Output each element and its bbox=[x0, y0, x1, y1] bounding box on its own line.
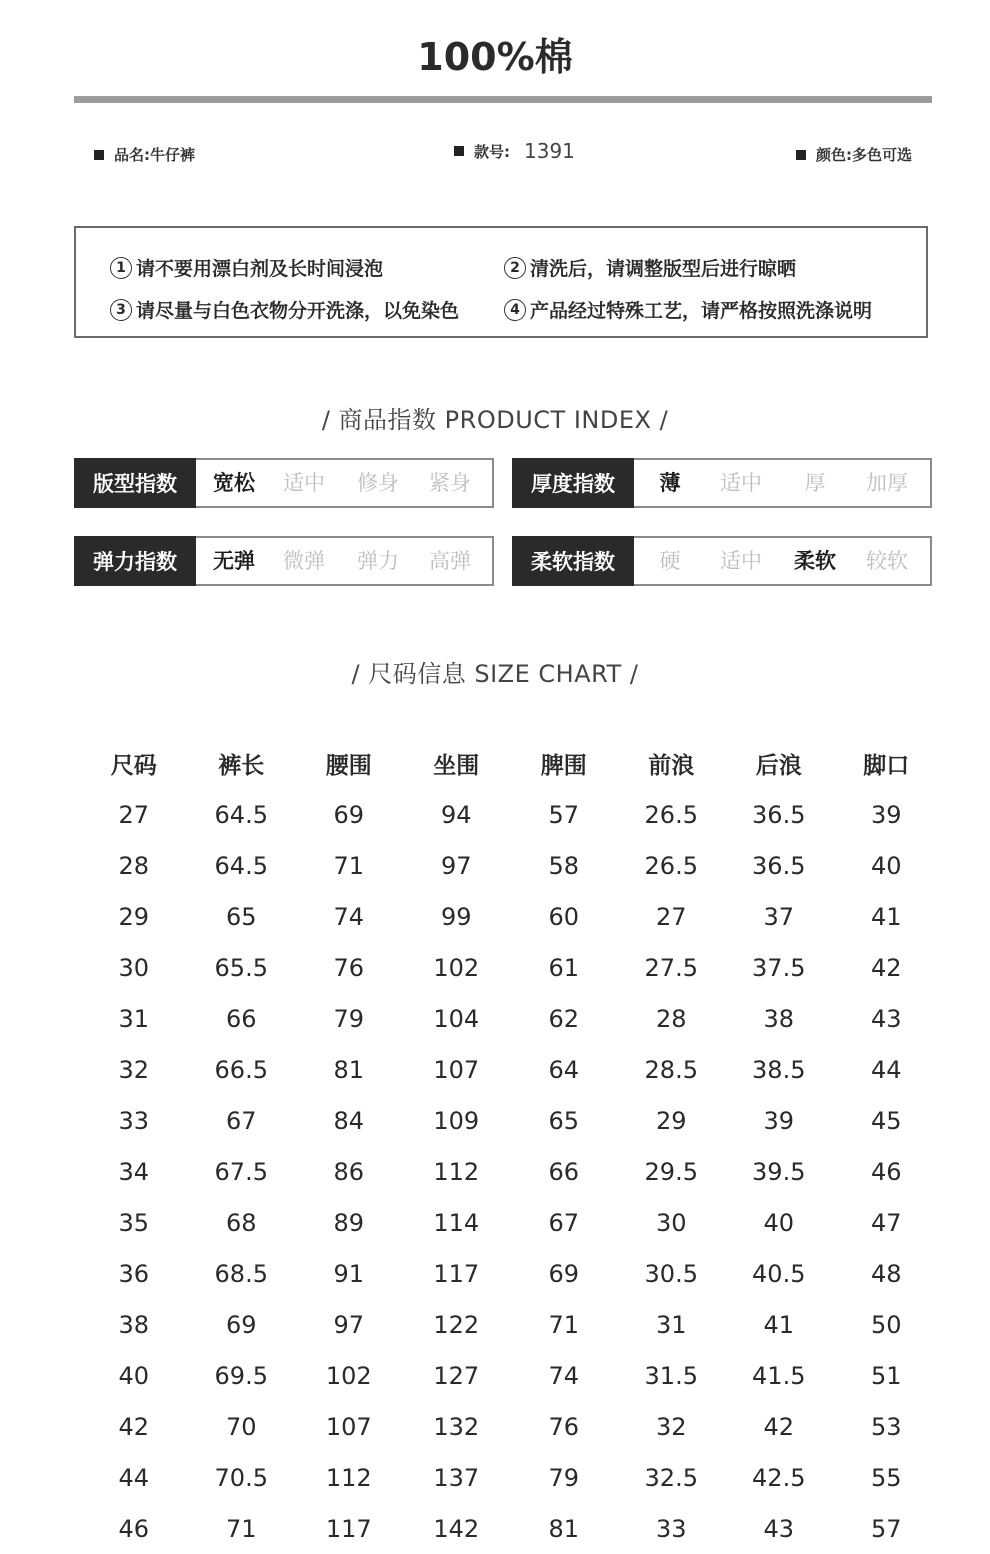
index-options bbox=[634, 538, 930, 584]
column-header: 脾围 bbox=[540, 753, 587, 779]
table-cell: 112 bbox=[325, 1463, 372, 1492]
table-cell: 36 bbox=[118, 1259, 150, 1288]
column-header: 腰围 bbox=[325, 753, 372, 779]
table-cell: 40 bbox=[870, 851, 902, 880]
style-number bbox=[454, 139, 575, 163]
table-cell: 38 bbox=[763, 1004, 795, 1033]
table-cell: 50 bbox=[870, 1310, 902, 1339]
table-cell: 27 bbox=[118, 800, 150, 829]
table-cell: 109 bbox=[433, 1106, 480, 1135]
circled-number-icon: 4 bbox=[504, 299, 526, 321]
product-color-label: 颜色:多色可选 bbox=[816, 146, 912, 164]
table-cell: 36.5 bbox=[752, 851, 806, 880]
index-option: 适中 bbox=[720, 471, 762, 495]
table-cell: 69.5 bbox=[214, 1361, 268, 1390]
care-text: 产品经过特殊工艺，请严格按照洗涤说明 bbox=[530, 300, 873, 322]
table-cell: 64.5 bbox=[214, 800, 268, 829]
table-cell: 31 bbox=[118, 1004, 150, 1033]
table-row bbox=[80, 1452, 940, 1503]
table-cell: 69 bbox=[333, 800, 365, 829]
table-cell: 68 bbox=[225, 1208, 257, 1237]
table-cell: 28.5 bbox=[644, 1055, 698, 1084]
table-cell: 74 bbox=[548, 1361, 580, 1390]
table-cell: 29 bbox=[655, 1106, 687, 1135]
table-row bbox=[80, 891, 940, 942]
table-cell: 67.5 bbox=[214, 1157, 268, 1186]
table-cell: 97 bbox=[333, 1310, 365, 1339]
table-cell: 86 bbox=[333, 1157, 365, 1186]
table-cell: 29 bbox=[118, 902, 150, 931]
table-cell: 107 bbox=[325, 1412, 372, 1441]
index-option: 紧身 bbox=[429, 471, 471, 495]
table-cell: 42 bbox=[763, 1412, 795, 1441]
index-option: 弹力 bbox=[357, 549, 399, 573]
table-cell: 67 bbox=[225, 1106, 257, 1135]
table-cell: 117 bbox=[433, 1259, 480, 1288]
table-cell: 45 bbox=[870, 1106, 902, 1135]
table-cell: 71 bbox=[548, 1310, 580, 1339]
care-item-4 bbox=[504, 296, 872, 323]
index-option: 高弹 bbox=[429, 549, 471, 573]
product-info-row bbox=[92, 140, 926, 170]
care-item-2 bbox=[504, 254, 796, 281]
table-cell: 42.5 bbox=[752, 1463, 806, 1492]
table-cell: 48 bbox=[870, 1259, 902, 1288]
style-number-value: 1391 bbox=[524, 139, 575, 163]
circled-number-icon: 1 bbox=[110, 257, 132, 279]
table-cell: 38 bbox=[118, 1310, 150, 1339]
index-option: 厚 bbox=[804, 471, 826, 495]
page-title: 100%棉 bbox=[417, 35, 573, 79]
table-row bbox=[80, 993, 940, 1044]
table-cell: 132 bbox=[433, 1412, 480, 1441]
index-option: 修身 bbox=[357, 471, 399, 495]
table-cell: 65 bbox=[548, 1106, 580, 1135]
bullet-square-icon bbox=[796, 150, 806, 160]
table-row bbox=[80, 1401, 940, 1452]
table-cell: 60 bbox=[548, 902, 580, 931]
table-row bbox=[80, 1299, 940, 1350]
table-cell: 66.5 bbox=[214, 1055, 268, 1084]
index-option: 适中 bbox=[283, 471, 325, 495]
table-cell: 137 bbox=[433, 1463, 480, 1492]
table-row bbox=[80, 789, 940, 840]
product-index-title: / 商品指数 PRODUCT INDEX / bbox=[321, 406, 669, 434]
table-cell: 37 bbox=[763, 902, 795, 931]
bullet-square-icon bbox=[454, 146, 464, 156]
table-cell: 70 bbox=[225, 1412, 257, 1441]
table-row bbox=[80, 840, 940, 891]
style-number-label: 款号: bbox=[474, 142, 510, 161]
table-cell: 29.5 bbox=[644, 1157, 698, 1186]
table-cell: 42 bbox=[870, 953, 902, 982]
table-cell: 65.5 bbox=[214, 953, 268, 982]
index-option: 薄 bbox=[659, 471, 681, 495]
table-cell: 127 bbox=[433, 1361, 480, 1390]
product-name-label: 品名:牛仔裤 bbox=[114, 146, 195, 164]
table-cell: 39 bbox=[870, 800, 902, 829]
table-cell: 117 bbox=[325, 1514, 372, 1543]
table-cell: 99 bbox=[440, 902, 472, 931]
table-cell: 27 bbox=[655, 902, 687, 931]
index-label: 厚度指数 bbox=[512, 458, 634, 508]
table-cell: 40.5 bbox=[752, 1259, 806, 1288]
table-row bbox=[80, 1146, 940, 1197]
table-cell: 122 bbox=[433, 1310, 480, 1339]
index-option: 适中 bbox=[720, 549, 762, 573]
table-cell: 44 bbox=[870, 1055, 902, 1084]
table-cell: 69 bbox=[548, 1259, 580, 1288]
table-cell: 65 bbox=[225, 902, 257, 931]
circled-number-icon: 2 bbox=[504, 257, 526, 279]
table-cell: 40 bbox=[118, 1361, 150, 1390]
table-cell: 74 bbox=[333, 902, 365, 931]
table-cell: 81 bbox=[548, 1514, 580, 1543]
table-cell: 89 bbox=[333, 1208, 365, 1237]
table-cell: 26.5 bbox=[644, 800, 698, 829]
table-cell: 67 bbox=[548, 1208, 580, 1237]
table-cell: 104 bbox=[433, 1004, 480, 1033]
index-softness bbox=[512, 536, 932, 586]
table-cell: 97 bbox=[440, 851, 472, 880]
table-cell: 79 bbox=[548, 1463, 580, 1492]
column-header: 裤长 bbox=[218, 753, 265, 779]
index-options bbox=[196, 460, 492, 506]
table-cell: 46 bbox=[118, 1514, 150, 1543]
bullet-square-icon bbox=[94, 150, 104, 160]
table-cell: 30 bbox=[118, 953, 150, 982]
column-header: 坐围 bbox=[433, 753, 480, 779]
size-chart-header-row bbox=[80, 738, 940, 789]
table-row bbox=[80, 1197, 940, 1248]
size-chart-body bbox=[80, 789, 940, 1554]
table-row bbox=[80, 1350, 940, 1401]
table-cell: 112 bbox=[433, 1157, 480, 1186]
index-option: 无弹 bbox=[213, 549, 255, 573]
table-cell: 39.5 bbox=[752, 1157, 806, 1186]
column-header: 尺码 bbox=[110, 753, 157, 779]
table-cell: 41 bbox=[870, 902, 902, 931]
circled-number-icon: 3 bbox=[110, 299, 132, 321]
table-cell: 41 bbox=[763, 1310, 795, 1339]
column-header: 后浪 bbox=[755, 753, 802, 779]
table-cell: 114 bbox=[433, 1208, 480, 1237]
table-cell: 102 bbox=[325, 1361, 372, 1390]
table-cell: 64 bbox=[548, 1055, 580, 1084]
size-chart-table bbox=[80, 738, 940, 1554]
table-row bbox=[80, 942, 940, 993]
table-cell: 31.5 bbox=[644, 1361, 698, 1390]
table-cell: 30.5 bbox=[644, 1259, 698, 1288]
index-option: 微弹 bbox=[283, 549, 325, 573]
index-label: 版型指数 bbox=[74, 458, 196, 508]
table-cell: 26.5 bbox=[644, 851, 698, 880]
table-cell: 39 bbox=[763, 1106, 795, 1135]
table-cell: 91 bbox=[333, 1259, 365, 1288]
table-cell: 35 bbox=[118, 1208, 150, 1237]
table-cell: 33 bbox=[655, 1514, 687, 1543]
table-cell: 46 bbox=[870, 1157, 902, 1186]
care-instructions-box bbox=[74, 226, 928, 338]
table-cell: 68.5 bbox=[214, 1259, 268, 1288]
table-cell: 57 bbox=[548, 800, 580, 829]
table-cell: 43 bbox=[763, 1514, 795, 1543]
care-text: 请尽量与白色衣物分开洗涤，以免染色 bbox=[136, 300, 460, 322]
index-elasticity bbox=[74, 536, 494, 586]
table-cell: 107 bbox=[433, 1055, 480, 1084]
table-cell: 58 bbox=[548, 851, 580, 880]
table-row bbox=[80, 1095, 940, 1146]
table-cell: 44 bbox=[118, 1463, 150, 1492]
table-cell: 53 bbox=[870, 1412, 902, 1441]
table-cell: 64.5 bbox=[214, 851, 268, 880]
index-options bbox=[196, 538, 492, 584]
index-label: 柔软指数 bbox=[512, 536, 634, 586]
table-cell: 31 bbox=[655, 1310, 687, 1339]
index-option: 柔软 bbox=[794, 549, 836, 573]
table-cell: 36.5 bbox=[752, 800, 806, 829]
table-cell: 66 bbox=[548, 1157, 580, 1186]
table-cell: 79 bbox=[333, 1004, 365, 1033]
table-cell: 94 bbox=[440, 800, 472, 829]
table-cell: 76 bbox=[548, 1412, 580, 1441]
table-cell: 55 bbox=[870, 1463, 902, 1492]
care-item-3 bbox=[110, 296, 459, 323]
table-row bbox=[80, 1044, 940, 1095]
table-cell: 102 bbox=[433, 953, 480, 982]
table-cell: 28 bbox=[118, 851, 150, 880]
table-cell: 32 bbox=[655, 1412, 687, 1441]
table-cell: 69 bbox=[225, 1310, 257, 1339]
product-color bbox=[796, 144, 912, 165]
care-text: 请不要用漂白剂及长时间浸泡 bbox=[136, 258, 384, 280]
table-cell: 57 bbox=[870, 1514, 902, 1543]
table-cell: 37.5 bbox=[752, 953, 806, 982]
index-fit bbox=[74, 458, 494, 508]
index-option: 硬 bbox=[659, 549, 681, 573]
table-cell: 84 bbox=[333, 1106, 365, 1135]
table-cell: 76 bbox=[333, 953, 365, 982]
table-cell: 27.5 bbox=[644, 953, 698, 982]
index-option: 加厚 bbox=[866, 471, 908, 495]
table-cell: 62 bbox=[548, 1004, 580, 1033]
table-row bbox=[80, 1503, 940, 1554]
table-cell: 47 bbox=[870, 1208, 902, 1237]
table-cell: 70.5 bbox=[214, 1463, 268, 1492]
table-row bbox=[80, 1248, 940, 1299]
table-cell: 43 bbox=[870, 1004, 902, 1033]
table-cell: 28 bbox=[655, 1004, 687, 1033]
table-cell: 33 bbox=[118, 1106, 150, 1135]
index-thickness bbox=[512, 458, 932, 508]
table-cell: 32.5 bbox=[644, 1463, 698, 1492]
table-cell: 40 bbox=[763, 1208, 795, 1237]
table-cell: 71 bbox=[225, 1514, 257, 1543]
table-cell: 38.5 bbox=[752, 1055, 806, 1084]
product-name bbox=[94, 144, 195, 165]
index-option: 宽松 bbox=[213, 471, 255, 495]
column-header: 前浪 bbox=[648, 753, 695, 779]
table-cell: 41.5 bbox=[752, 1361, 806, 1390]
size-chart-title: / 尺码信息 SIZE CHART / bbox=[351, 660, 639, 688]
table-cell: 34 bbox=[118, 1157, 150, 1186]
title-divider bbox=[74, 96, 932, 103]
table-cell: 51 bbox=[870, 1361, 902, 1390]
index-label: 弹力指数 bbox=[74, 536, 196, 586]
care-item-1 bbox=[110, 254, 383, 281]
table-cell: 142 bbox=[433, 1514, 480, 1543]
table-cell: 30 bbox=[655, 1208, 687, 1237]
table-cell: 81 bbox=[333, 1055, 365, 1084]
table-cell: 32 bbox=[118, 1055, 150, 1084]
table-cell: 42 bbox=[118, 1412, 150, 1441]
table-cell: 61 bbox=[548, 953, 580, 982]
care-text: 清洗后，请调整版型后进行晾晒 bbox=[530, 258, 797, 280]
table-cell: 71 bbox=[333, 851, 365, 880]
table-cell: 66 bbox=[225, 1004, 257, 1033]
index-options bbox=[634, 460, 930, 506]
column-header: 脚口 bbox=[863, 753, 910, 779]
index-option: 较软 bbox=[866, 549, 908, 573]
